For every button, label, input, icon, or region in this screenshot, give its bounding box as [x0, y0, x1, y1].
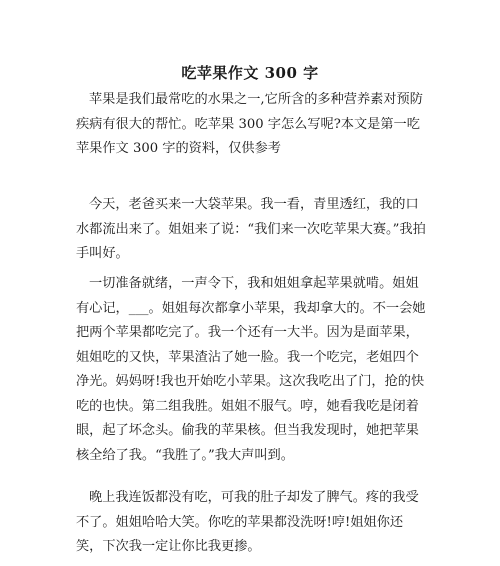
paragraph-contest: 一切准备就绪，一声令下，我和姐姐拿起苹果就啃。姐姐有心记，___。姐姐每次都拿小苹果，我却拿大的。不一会她把两个苹果都吃完了。我一个还有一大半。因为是面苹果，姐姐吃的又快，苹果渣沾了她一脸。我一个吃完，老姐四个净光。妈妈呀!我也开始吃小苹果。这次我吃出了门，抢的快吃的也快。第二组我胜。姐姐不服气。哼，她看我吃是闭着眼，起了坏念头。偷我的苹果核。但当我发现时，她把苹果核全给了我。“我胜了。”我大声叫到。 [76, 276, 426, 463]
paragraph-intro: 苹果是我们最常吃的水果之一,它所含的多种营养素对预防疾病有很大的帮忙。吃苹果 300 字怎么写呢?本文是第一吃苹果作文 300 字的资料，仅供参考 [76, 92, 423, 156]
paragraph-ending: 晚上我连饭都没有吃，可我的肚子却发了脾气。疼的我受不了。姐姐哈哈大笑。你吃的苹果都没洗呀!哼!姐姐你还笑，下次我一定让你比我更掺。 [76, 490, 419, 554]
paragraph-opening: 今天，老爸买来一大袋苹果。我一看，青里透红，我的口水都流出来了。姐姐来了说：“我们来一次吃苹果大赛。”我拍手叫好。 [76, 197, 426, 261]
document-title: 吃苹果作文 300 字 [181, 64, 319, 82]
